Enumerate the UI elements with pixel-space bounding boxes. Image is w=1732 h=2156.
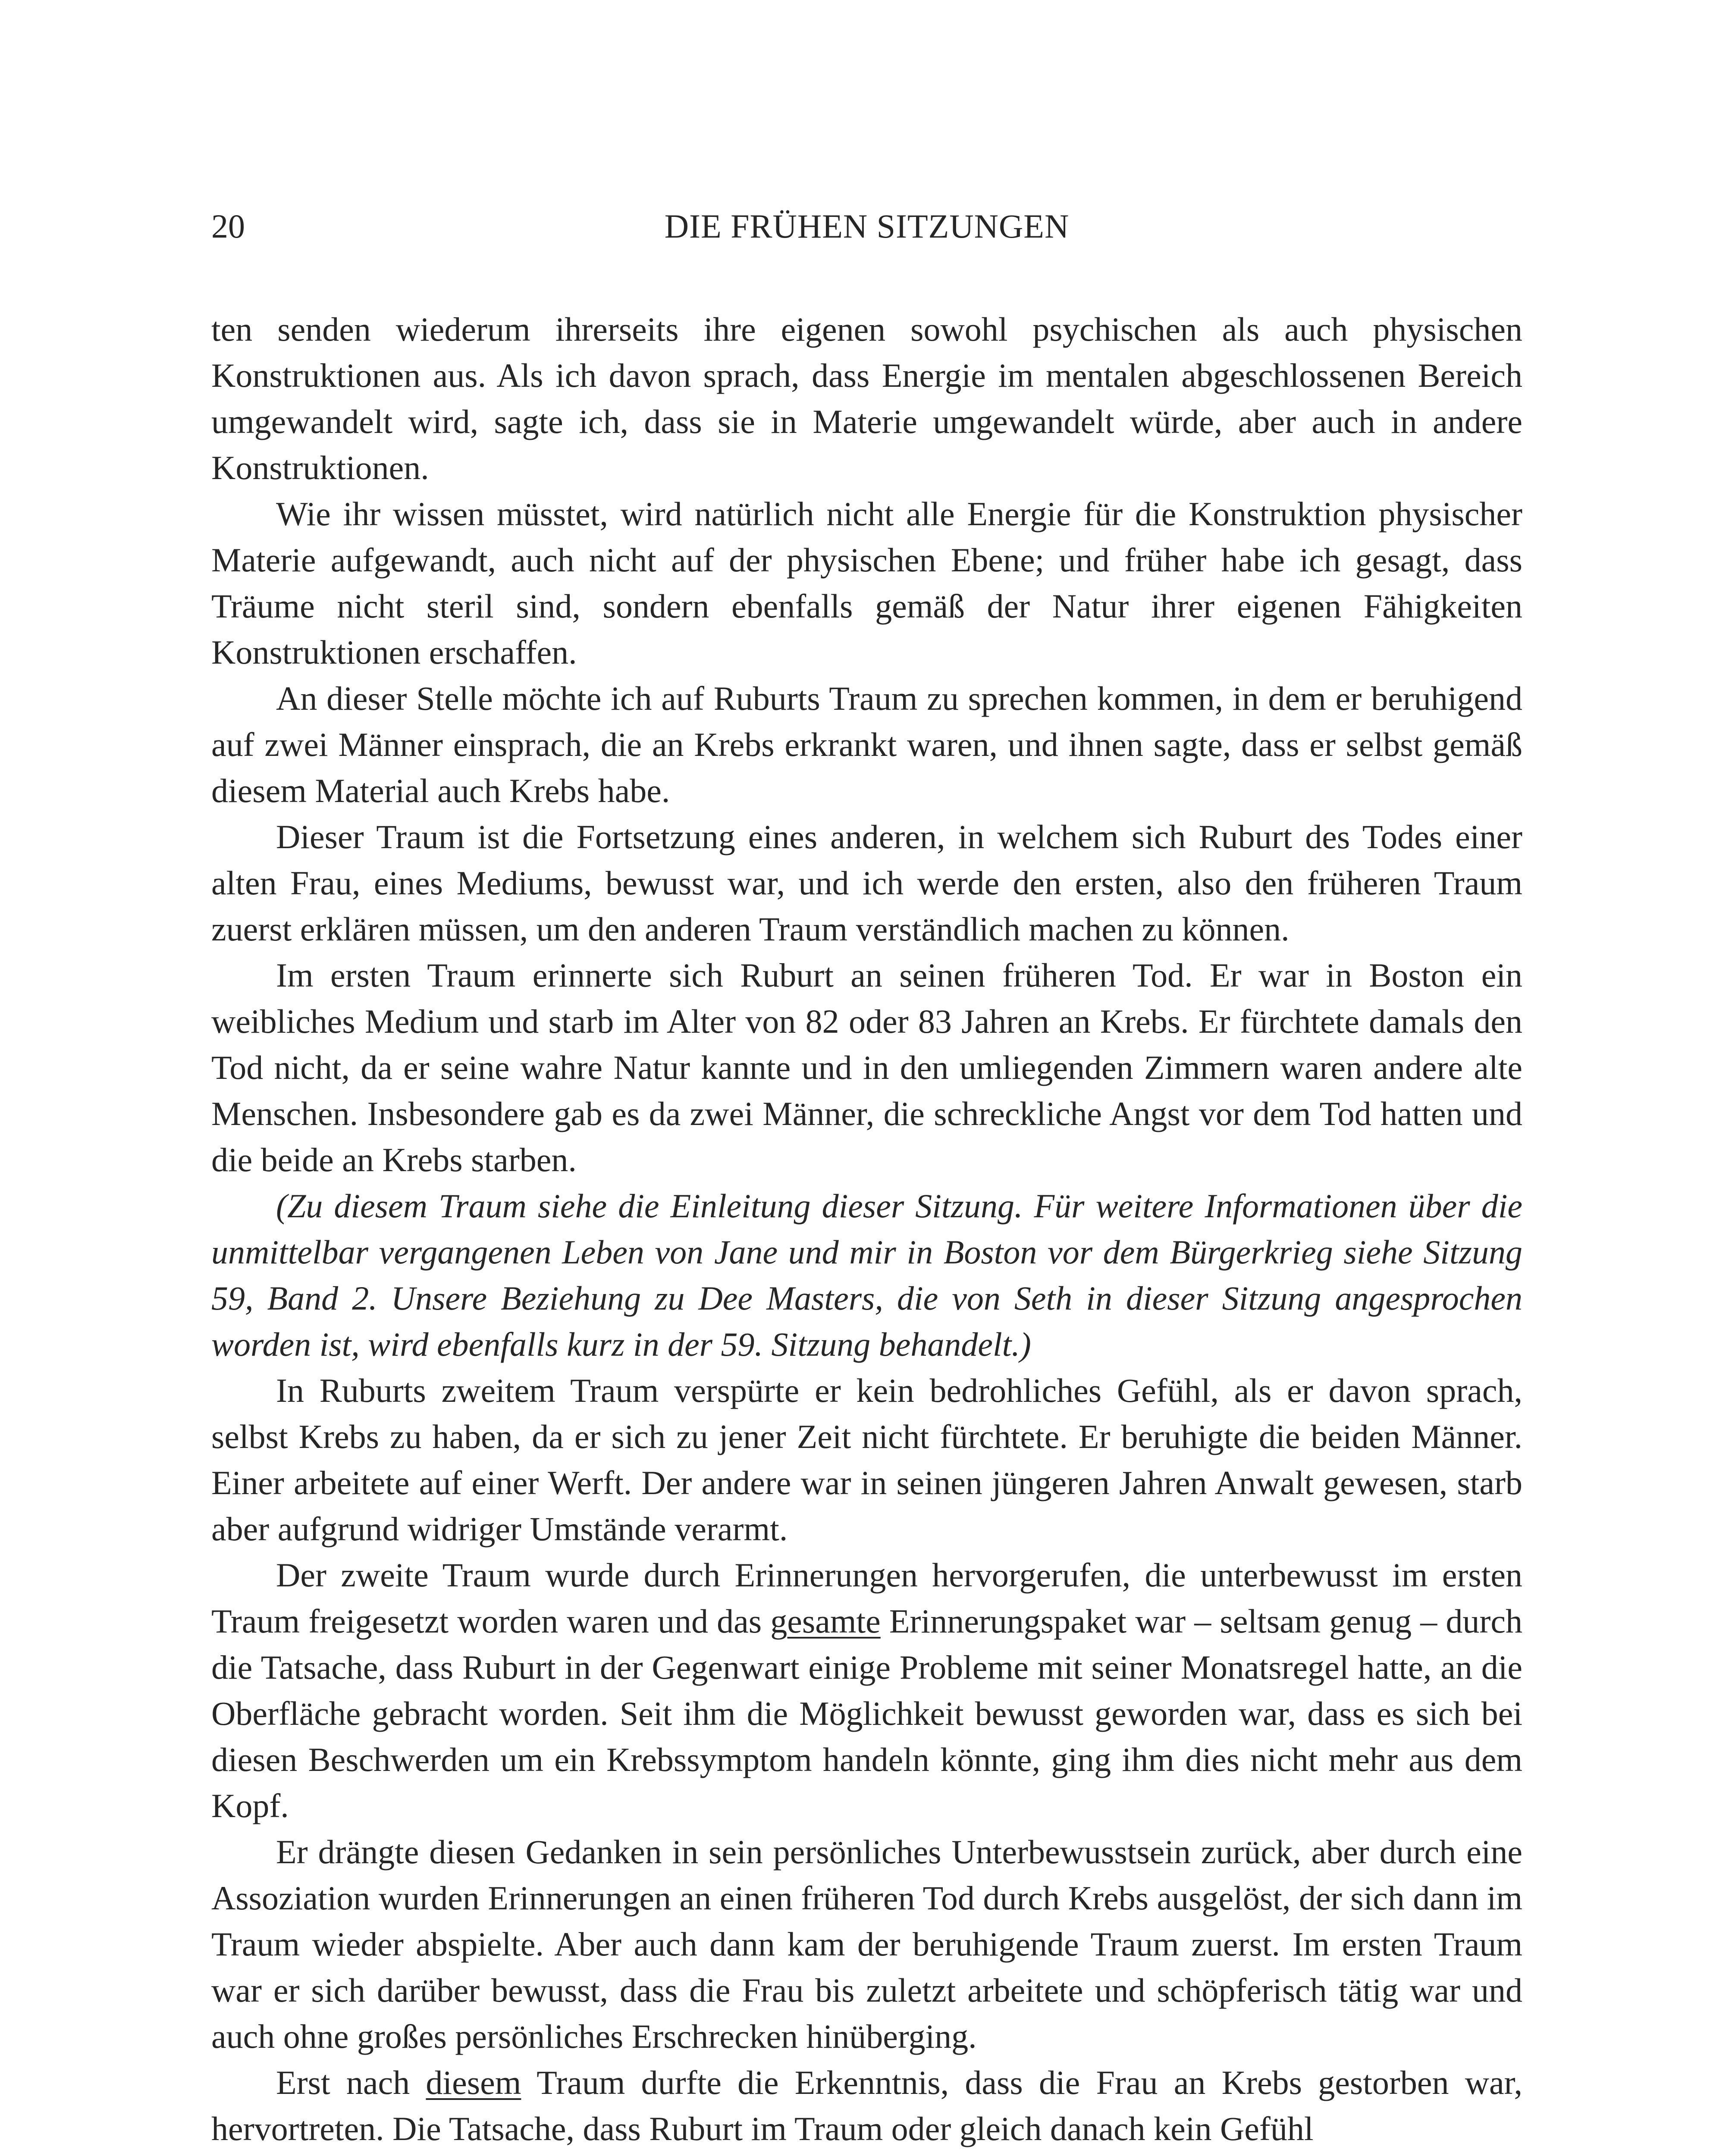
editor-note-paragraph: (Zu diesem Traum siehe die Einleitung dieser Sitzung. Für weitere Informationen über die unmittelbar vergangenen Leben von Jane und mir in Boston vor dem Bürgerkrieg siehe Sitzung 59, Band 2. Unsere Beziehung zu Dee Masters, die von Seth in dieser Sitzung angesprochen worden ist, wird ebenfalls kurz in der 59. Sitzung behandelt.) (211, 1187, 1522, 1363)
paragraph-1: ten senden wiederum ihrerseits ihre eigenen sowohl psychischen als auch physischen Konstruktionen aus. Als ich davon sprach, dass Energie im mentalen abgeschlossenen Bereich umgewandelt wird, sagte ich, dass sie in Materie umgewandelt würde, aber auch in andere Konstruktionen. (211, 310, 1522, 486)
paragraph-8-rest: Erinnerungspaket war – seltsam genug – durch die Tatsache, dass Ruburt in der Gegenwart einige Probleme mit seiner Monatsregel hatte, an die Oberfläche gebracht worden. Seit ihm die Möglichkeit bewusst geworden war, dass es sich bei diesen Beschwerden um ein Krebssymptom handeln könnte, ging ihm dies nicht mehr aus dem Kopf. (211, 1602, 1522, 1824)
underlined-word-diesem: diesem (426, 2064, 521, 2101)
paragraph-10-lead: Erst nach (276, 2064, 426, 2101)
paragraph-10 (211, 2059, 1522, 2152)
paragraph-8 (211, 1552, 1522, 1829)
paragraph-5: Im ersten Traum erinnerte sich Ruburt an seinen früheren Tod. Er war in Boston ein weibliches Medium und starb im Alter von 82 oder 83 Jahren an Krebs. Er fürchtete damals den Tod nicht, da er seine wahre Natur kannte und in den umliegenden Zimmern waren andere alte Menschen. Insbesondere gab es da zwei Männer, die schreckliche Angst vor dem Tod hatten und die beide an Krebs starben. (211, 956, 1522, 1178)
paragraph-8-lead: Der zweite Traum wurde durch Erinnerungen hervorgerufen, die unterbewusst im ersten Traum freigesetzt worden waren und das (211, 1556, 1522, 1640)
page-header (211, 203, 1522, 250)
paragraph-4: Dieser Traum ist die Fortsetzung eines anderen, in welchem sich Ruburt des Todes einer alten Frau, eines Mediums, bewusst war, und ich werde den ersten, also den früheren Traum zuerst erklären müssen, um den anderen Traum verständlich machen zu können. (211, 818, 1522, 948)
paragraph-3: An dieser Stelle möchte ich auf Ruburts Traum zu sprechen kommen, in dem er beruhigend auf zwei Männer einsprach, die an Krebs erkrankt waren, und ihnen sagte, dass er selbst gemäß diesem Material auch Krebs habe. (211, 680, 1522, 809)
running-head: DIE FRÜHEN SITZUNGEN (664, 207, 1070, 245)
paragraph-7: In Ruburts zweitem Traum verspürte er kein bedrohliches Gefühl, als er davon sprach, selbst Krebs zu haben, da er sich zu jener Zeit nicht fürchtete. Er beruhigte die beiden Männer. Einer arbeitete auf einer Werft. Der andere war in seinen jüngeren Jahren Anwalt gewesen, starb aber aufgrund widriger Umstände verarmt. (211, 1372, 1522, 1548)
body-text (211, 306, 1522, 2152)
page-number: 20 (211, 207, 245, 245)
paragraph-9: Er drängte diesen Gedanken in sein persönliches Unterbewusstsein zurück, aber durch eine Assoziation wurden Erinnerungen an einen früheren Tod durch Krebs ausgelöst, der sich dann im Traum wieder abspielte. Aber auch dann kam der beruhigende Traum zuerst. Im ersten Traum war er sich darüber bewusst, dass die Frau bis zuletzt arbeitete und schöpferisch tätig war und auch ohne großes persönliches Erschrecken hinüberging. (211, 1833, 1522, 2055)
paragraph-10-rest: Traum durfte die Erkenntnis, dass die Frau an Krebs gestorben war, hervortreten. Die Tatsache, dass Ruburt im Traum oder gleich danach kein Gefühl (211, 2064, 1523, 2147)
underlined-word-gesamte: gesamte (770, 1602, 881, 1640)
paragraph-2: Wie ihr wissen müsstet, wird natürlich nicht alle Energie für die Konstruktion physischer Materie aufgewandt, auch nicht auf der physischen Ebene; und früher habe ich gesagt, dass Träume nicht steril sind, sondern ebenfalls gemäß der Natur ihrer eigenen Fähigkeiten Konstruktionen erschaffen. (211, 495, 1522, 671)
